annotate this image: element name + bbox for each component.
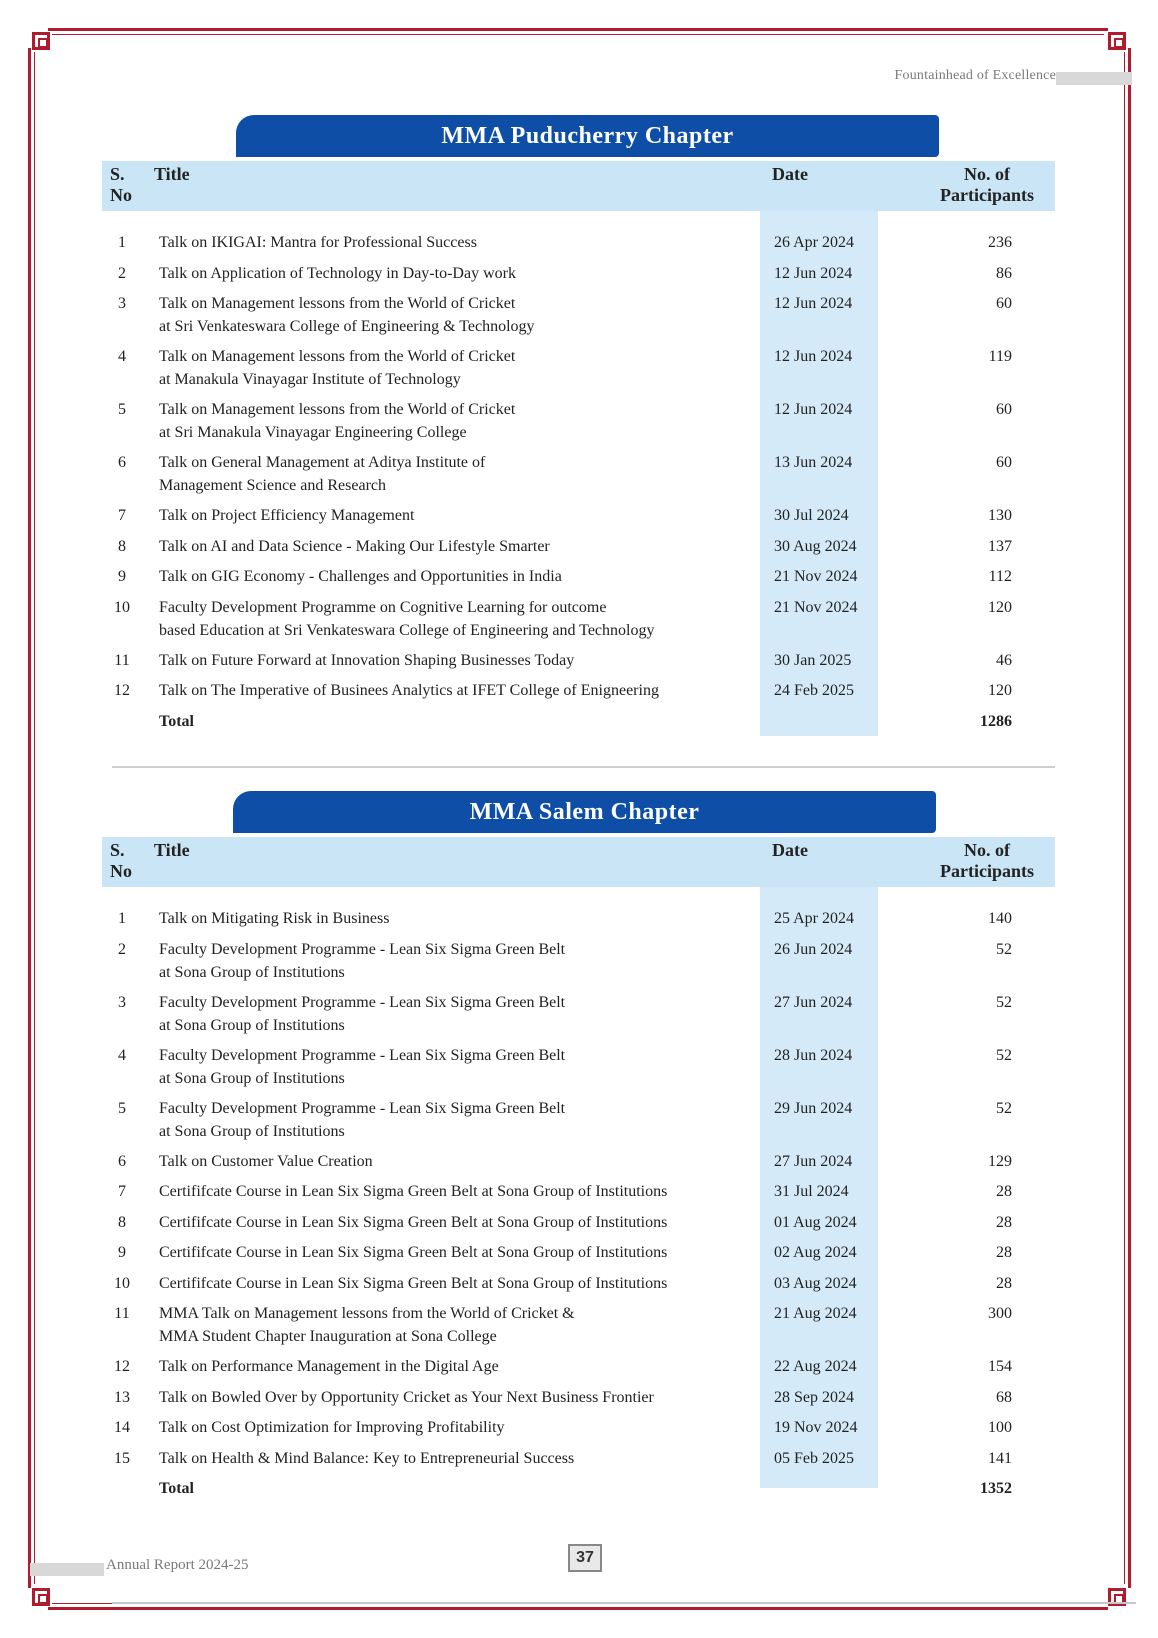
row-title: Talk on Application of Technology in Day-to-Day work	[159, 264, 516, 282]
header-participants: No. of Participants	[940, 164, 1034, 205]
row-sno: 7	[118, 507, 126, 524]
row-title: Talk on AI and Data Science - Making Our Lifestyle Smarter	[159, 537, 550, 555]
row-participants: 52	[996, 993, 1012, 1011]
row-date: 21 Nov 2024	[774, 568, 858, 585]
row-title: Talk on Management lessons from the World of Cricket at Sri Manakula Vinayagar Engineering College	[159, 401, 516, 441]
row-participants: 60	[996, 295, 1012, 312]
row-title: Talk on Future Forward at Innovation Shaping Businesses Today	[159, 651, 575, 669]
chapter-banner	[233, 791, 936, 833]
table-header	[102, 837, 1055, 887]
row-date: 30 Aug 2024	[774, 537, 857, 555]
row-participants: 52	[996, 940, 1012, 958]
row-title: Talk on Performance Management in the Digital Age	[159, 1358, 499, 1375]
row-participants: 137	[988, 537, 1012, 555]
row-participants: 130	[988, 507, 1012, 524]
row-participants: 60	[996, 454, 1012, 471]
corner-ornament-icon	[32, 1588, 50, 1606]
row-sno: 13	[114, 1388, 130, 1406]
row-title: Talk on Health & Mind Balance: Key to Entrepreneurial Success	[159, 1449, 575, 1467]
row-date: 12 Jun 2024	[774, 264, 853, 282]
row-title: Faculty Development Programme - Lean Six Sigma Green Belt at Sona Group of Institutions	[159, 1046, 566, 1087]
row-date: 26 Jun 2024	[774, 940, 853, 958]
row-sno: 6	[118, 454, 126, 471]
row-title: Talk on IKIGAI: Mantra for Professional Success	[159, 234, 477, 251]
total-label: Total	[159, 1480, 194, 1497]
row-participants: 154	[988, 1358, 1012, 1375]
row-participants: 112	[988, 568, 1012, 585]
row-sno: 10	[114, 598, 130, 616]
row-title: Talk on Management lessons from the World of Cricket at Manakula Vinayagar Institute of Technology	[159, 348, 516, 388]
row-participants: 86	[996, 264, 1012, 282]
row-date: 12 Jun 2024	[774, 348, 853, 365]
page-number: 37	[568, 1544, 602, 1572]
row-title: Talk on Cost Optimization for Improving Profitability	[159, 1419, 505, 1436]
row-sno: 9	[118, 1244, 126, 1261]
row-date: 13 Jun 2024	[774, 454, 853, 471]
row-title: Faculty Development Programme - Lean Six Sigma Green Belt at Sona Group of Institutions	[159, 993, 566, 1034]
row-date: 25 Apr 2024	[774, 910, 854, 927]
row-sno: 6	[118, 1152, 126, 1170]
row-participants: 46	[996, 651, 1012, 669]
row-title: MMA Talk on Management lessons from the World of Cricket & MMA Student Chapter Inauguration at Sona College	[159, 1305, 575, 1345]
row-title: Talk on The Imperative of Businees Analytics at IFET College of Enigneering	[159, 682, 659, 699]
row-participants: 68	[996, 1388, 1012, 1406]
header-decor-bar	[1056, 72, 1132, 85]
footer-report-title: Annual Report 2024-25	[106, 1557, 249, 1573]
row-participants: 28	[996, 1274, 1012, 1292]
row-date: 26 Apr 2024	[774, 234, 854, 251]
row-participants: 236	[988, 234, 1012, 251]
row-sno: 4	[118, 348, 126, 365]
header-date: Date	[772, 164, 808, 184]
footer-decor-bar	[30, 1563, 104, 1576]
row-title: Faculty Development Programme on Cognitive Learning for outcome based Education at Sri Venkateswara College of Engineering and Technology	[159, 598, 655, 639]
row-date: 12 Jun 2024	[774, 295, 853, 312]
row-participants: 129	[988, 1152, 1012, 1170]
header-date: Date	[772, 840, 808, 860]
row-sno: 3	[118, 993, 126, 1011]
chapter-title: MMA Puducherry Chapter	[441, 123, 734, 149]
events-table	[102, 837, 1055, 1497]
row-sno: 9	[118, 568, 126, 585]
row-title: Faculty Development Programme - Lean Six Sigma Green Belt at Sona Group of Institutions	[159, 940, 566, 981]
row-participants: 60	[996, 401, 1012, 418]
header-sno: S. No	[110, 164, 132, 205]
header-title: Title	[154, 164, 190, 184]
row-participants: 28	[996, 1183, 1012, 1200]
row-date: 21 Aug 2024	[774, 1305, 857, 1322]
table-header	[102, 161, 1055, 211]
row-sno: 15	[114, 1449, 130, 1467]
events-table	[102, 161, 1055, 730]
row-participants: 141	[988, 1449, 1012, 1467]
total-value: 1286	[980, 712, 1012, 730]
corner-ornament-icon	[32, 32, 50, 50]
total-value: 1352	[980, 1480, 1012, 1497]
row-participants: 120	[988, 682, 1012, 699]
row-title: Talk on Management lessons from the World of Cricket at Sri Venkateswara College of Engineering & Technology	[159, 295, 535, 335]
corner-ornament-icon	[1108, 32, 1126, 50]
row-title: Talk on GIG Economy - Challenges and Opportunities in India	[159, 568, 562, 585]
row-date: 03 Aug 2024	[774, 1274, 857, 1292]
row-sno: 7	[118, 1183, 126, 1200]
row-sno: 11	[114, 651, 130, 669]
row-participants: 300	[988, 1305, 1012, 1322]
row-sno: 3	[118, 295, 126, 312]
header-sno: S. No	[110, 840, 132, 881]
row-sno: 2	[118, 940, 126, 958]
row-sno: 12	[114, 1358, 130, 1375]
row-date: 27 Jun 2024	[774, 1152, 853, 1170]
row-date: 24 Feb 2025	[774, 682, 854, 699]
row-participants: 100	[988, 1419, 1012, 1436]
row-date: 12 Jun 2024	[774, 401, 853, 418]
row-title: Certififcate Course in Lean Six Sigma Green Belt at Sona Group of Institutions	[159, 1274, 668, 1292]
row-date: 28 Sep 2024	[774, 1388, 854, 1406]
footer-rule	[112, 1602, 1136, 1604]
row-participants: 28	[996, 1213, 1012, 1231]
row-sno: 8	[118, 1213, 126, 1231]
row-sno: 5	[118, 1099, 126, 1117]
row-date: 30 Jan 2025	[774, 651, 852, 669]
row-title: Talk on Bowled Over by Opportunity Cricket as Your Next Business Frontier	[159, 1388, 654, 1406]
row-title: Certififcate Course in Lean Six Sigma Green Belt at Sona Group of Institutions	[159, 1244, 668, 1261]
row-participants: 28	[996, 1244, 1012, 1261]
row-sno: 1	[118, 910, 126, 927]
row-date: 02 Aug 2024	[774, 1244, 857, 1261]
row-title: Faculty Development Programme - Lean Six Sigma Green Belt at Sona Group of Institutions	[159, 1099, 566, 1140]
row-date: 19 Nov 2024	[774, 1419, 858, 1436]
row-sno: 12	[114, 682, 130, 699]
row-title: Talk on General Management at Aditya Institute of Management Science and Research	[159, 454, 486, 494]
row-sno: 1	[118, 234, 126, 251]
header-tagline: Fountainhead of Excellence	[894, 68, 1056, 83]
row-title: Certififcate Course in Lean Six Sigma Green Belt at Sona Group of Institutions	[159, 1183, 668, 1200]
row-sno: 10	[114, 1274, 130, 1292]
row-participants: 52	[996, 1099, 1012, 1117]
row-sno: 14	[114, 1419, 130, 1436]
row-date: 05 Feb 2025	[774, 1449, 854, 1467]
row-title: Talk on Mitigating Risk in Business	[159, 910, 390, 927]
header-title: Title	[154, 840, 190, 860]
row-sno: 2	[118, 264, 126, 282]
row-date: 28 Jun 2024	[774, 1046, 853, 1064]
row-title: Talk on Project Efficiency Management	[159, 507, 415, 524]
row-date: 01 Aug 2024	[774, 1213, 857, 1231]
row-participants: 140	[988, 910, 1012, 927]
row-date: 31 Jul 2024	[774, 1183, 849, 1200]
row-participants: 52	[996, 1046, 1012, 1064]
row-participants: 119	[988, 348, 1012, 365]
row-sno: 5	[118, 401, 126, 418]
row-title: Talk on Customer Value Creation	[159, 1152, 373, 1170]
row-date: 21 Nov 2024	[774, 598, 858, 616]
row-sno: 4	[118, 1046, 126, 1064]
header-participants: No. of Participants	[940, 840, 1034, 881]
row-date: 27 Jun 2024	[774, 993, 853, 1011]
row-sno: 11	[114, 1305, 130, 1322]
row-date: 29 Jun 2024	[774, 1099, 853, 1117]
row-participants: 120	[988, 598, 1012, 616]
row-title: Certififcate Course in Lean Six Sigma Green Belt at Sona Group of Institutions	[159, 1213, 668, 1231]
row-sno: 8	[118, 537, 126, 555]
section-divider	[112, 766, 1055, 768]
total-label: Total	[159, 712, 194, 730]
chapter-banner	[236, 115, 939, 157]
chapter-title: MMA Salem Chapter	[469, 799, 700, 825]
row-date: 22 Aug 2024	[774, 1358, 857, 1375]
row-date: 30 Jul 2024	[774, 507, 849, 524]
